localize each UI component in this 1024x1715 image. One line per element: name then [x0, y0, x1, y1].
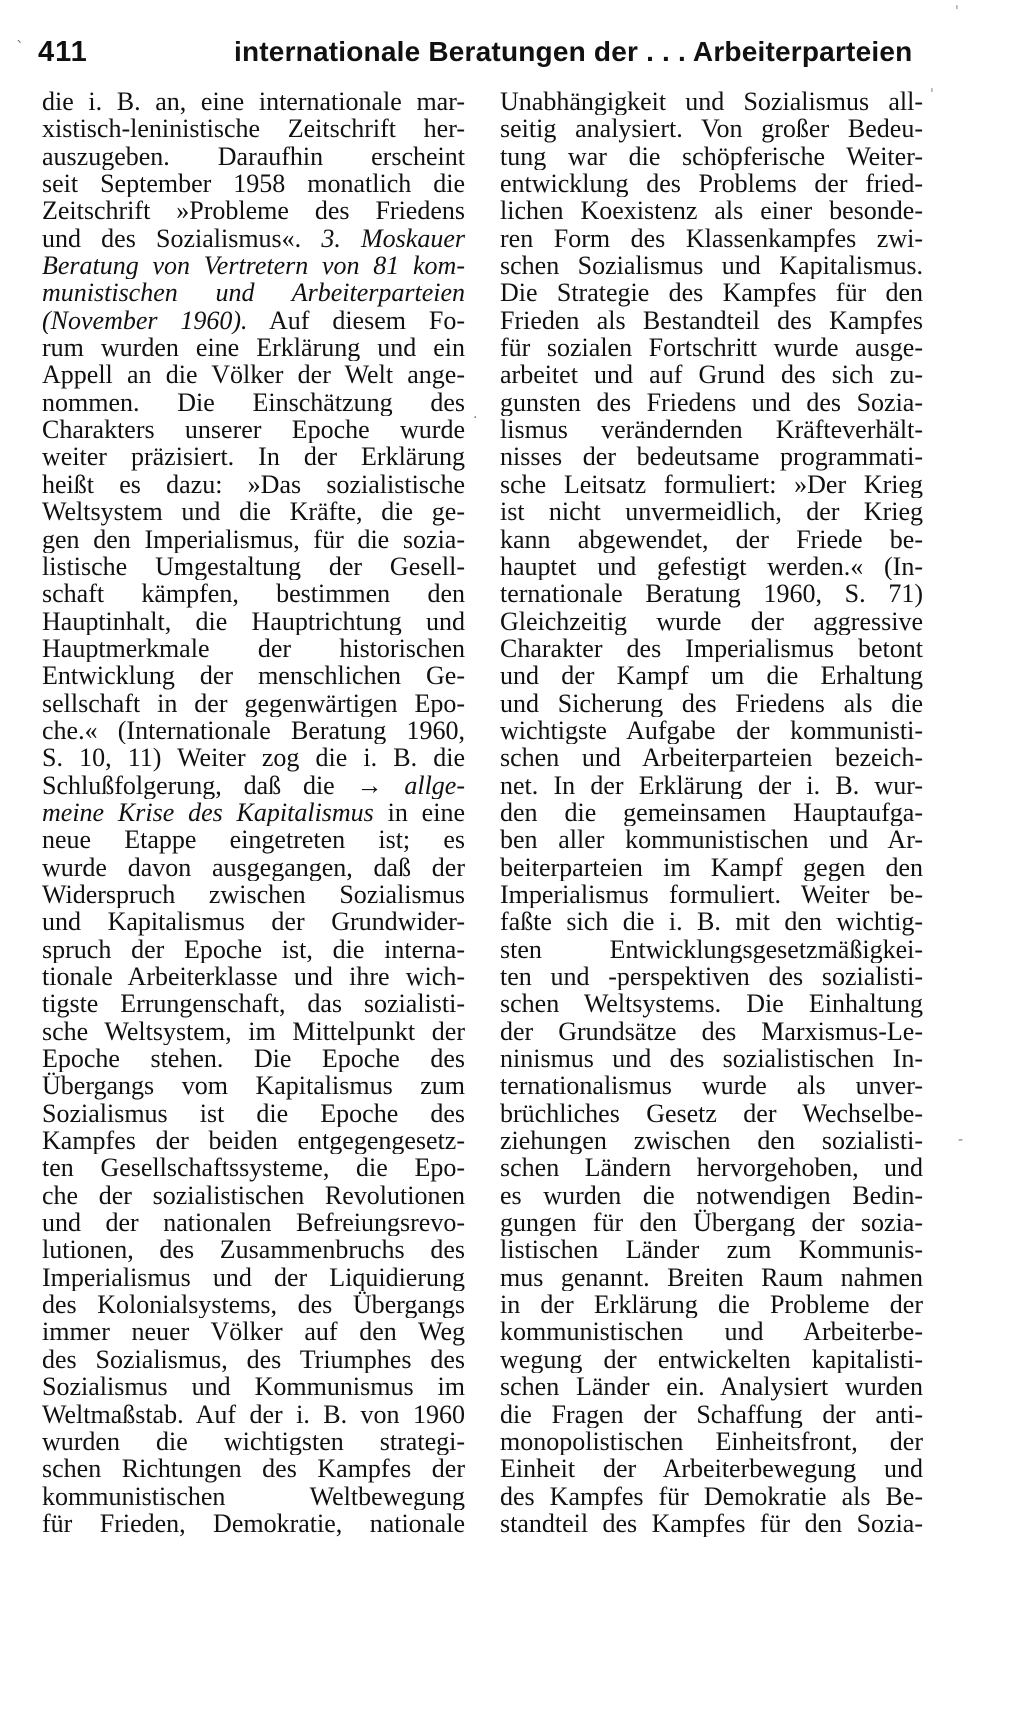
text-line: beiterparteien im Kampf gegen den	[500, 853, 923, 881]
text-line: heißt es dazu: »Das sozialistische	[42, 470, 465, 499]
text-line: nommen. Die Einschätzung des	[42, 388, 465, 417]
text-line: schen Weltsystems. Die Einhaltung	[500, 990, 923, 1018]
text-line: mus genannt. Breiten Raum nahmen	[500, 1263, 923, 1292]
text-line: des Sozialismus, des Triumphes des	[42, 1345, 465, 1374]
text-line: Entwicklung der menschlichen Ge-	[42, 662, 465, 690]
text-line	[42, 252, 465, 279]
text-line: und der nationalen Befreiungsrevo-	[42, 1209, 465, 1237]
text-line: sche Leitsatz formuliert: »Der Krieg	[500, 470, 923, 499]
text-line: ist nicht unvermeidlich, der Krieg	[500, 498, 923, 526]
text-line: sten Entwicklungsgesetzmäßigkei-	[500, 935, 923, 963]
text-line: rum wurden eine Erklärung und ein	[42, 334, 465, 362]
text-line: Epoche stehen. Die Epoche des	[42, 1045, 465, 1073]
text-line: lismus verändernden Kräfteverhält-	[500, 416, 923, 444]
text-line: Frieden als Bestandteil des Kampfes	[500, 306, 923, 335]
text-line: arbeitet und auf Grund des sich zu-	[500, 361, 923, 389]
text-line: seit September 1958 monatlich die	[42, 170, 465, 198]
text-line	[42, 279, 465, 306]
text-line: es wurden die notwendigen Bedin-	[500, 1181, 923, 1210]
text-line: ninismus und des sozialistischen In-	[500, 1045, 923, 1073]
text-line: schen Richtungen des Kampfes der	[42, 1455, 465, 1483]
text-line: Charakters unserer Epoche wurde	[42, 416, 465, 444]
text-line: monopolistischen Einheitsfront, der	[500, 1427, 923, 1456]
text-line: Appell an die Völker der Welt ange-	[42, 361, 465, 389]
text-line: gen den Imperialismus, für die sozia-	[42, 525, 465, 553]
text-line: listischen Länder zum Kommunis-	[500, 1236, 923, 1264]
text-line: ziehungen zwischen den sozialisti-	[500, 1127, 923, 1155]
text-line: tung war die schöpferische Weiter-	[500, 142, 923, 171]
text-line: kann abgewendet, der Friede be-	[500, 525, 923, 553]
text-line: wichtigste Aufgabe der kommunisti-	[500, 716, 923, 745]
text-line: brüchliches Gesetz der Wechselbe-	[500, 1099, 923, 1128]
text-line	[42, 307, 465, 334]
text-line: Übergangs vom Kapitalismus zum	[42, 1072, 465, 1100]
right-column	[500, 88, 923, 1537]
text-line: die i. B. an, eine internationale mar-	[42, 88, 465, 116]
text-line: schen und Arbeiterparteien bezeich-	[500, 744, 923, 772]
left-column	[42, 88, 465, 1537]
text-line: S. 10, 11) Weiter zog die i. B. die	[42, 744, 465, 772]
text-line: Die Strategie des Kampfes für den	[500, 279, 923, 307]
text-line: des Kolonialsystems, des Übergangs	[42, 1291, 465, 1319]
text-line: für sozialen Fortschritt wurde ausge-	[500, 334, 923, 362]
text-line: und Kapitalismus der Grundwider-	[42, 908, 465, 936]
scan-dash-mark: -	[958, 1132, 964, 1148]
text-line: sche Weltsystem, im Mittelpunkt der	[42, 1017, 465, 1046]
text-run: und des Sozialismus«.	[42, 224, 322, 253]
scan-tick-mark: ˋ	[16, 38, 24, 57]
text-line: entwicklung des Problems der fried-	[500, 170, 923, 198]
text-line: listische Umgestaltung der Gesell-	[42, 552, 465, 581]
text-run: Schlußfolgerung, daß die →	[42, 771, 405, 799]
text-line: Gleichzeitig wurde der aggressive	[500, 607, 923, 635]
text-line: ternationale Beratung 1960, S. 71)	[500, 580, 923, 608]
cross-reference: meine Krise des Kapitalismus	[42, 798, 374, 827]
text-line: wurden die wichtigsten strategi-	[42, 1427, 465, 1456]
text-line: lichen Koexistenz als einer besonde-	[500, 197, 923, 225]
text-run: Auf diesem Fo-	[247, 306, 465, 335]
text-line: schen Länder ein. Analysiert wurden	[500, 1373, 923, 1401]
text-line: che.« (Internationale Beratung 1960,	[42, 716, 465, 745]
text-line	[42, 772, 465, 799]
italic-heading: Beratung von Vertretern von 81 kom-	[42, 252, 465, 280]
text-line: für Frieden, Demokratie, nationale	[42, 1509, 465, 1538]
page-header	[0, 36, 1024, 76]
text-line: schen Sozialismus und Kapitalismus.	[500, 252, 923, 280]
text-line: wegung der entwickelten kapitalisti-	[500, 1345, 923, 1374]
text-line: schaft kämpfen, bestimmen den	[42, 580, 465, 608]
text-line: standteil des Kampfes für den Sozia-	[500, 1509, 923, 1538]
text-line: gunsten des Friedens und des Sozia-	[500, 388, 923, 417]
text-line: der Grundsätze des Marxismus-Le-	[500, 1017, 923, 1046]
text-line: Weltsystem und die Kräfte, die ge-	[42, 498, 465, 526]
running-head: internationale Beratungen der . . . Arbeiterparteien	[234, 36, 913, 67]
text-line: che der sozialistischen Revolutionen	[42, 1181, 465, 1210]
text-line: Widerspruch zwischen Sozialismus	[42, 880, 465, 909]
text-line: lutionen, des Zusammenbruchs des	[42, 1236, 465, 1264]
text-line: Sozialismus ist die Epoche des	[42, 1099, 465, 1128]
text-run: in eine	[373, 798, 465, 827]
cross-reference: allge-	[404, 771, 465, 799]
text-line: nisses der bedeutsame programmati-	[500, 443, 923, 471]
text-line: neue Etappe eingetreten ist; es	[42, 826, 465, 854]
text-line: die Fragen der Schaffung der anti-	[500, 1400, 923, 1428]
text-line: ren Form des Klassenkampfes zwi-	[500, 224, 923, 253]
text-line: Charakter des Imperialismus betont	[500, 634, 923, 663]
italic-heading: 3. Moskauer	[321, 224, 465, 253]
scan-tick-mark: ˈ	[930, 87, 934, 103]
text-line	[42, 225, 465, 252]
text-line: ten und -perspektiven des sozialisti-	[500, 963, 923, 991]
page-number: 411	[38, 36, 88, 68]
text-line: seitig analysiert. Von großer Bedeu-	[500, 115, 923, 143]
text-line: tigste Errungenschaft, das sozialisti-	[42, 990, 465, 1018]
italic-heading: munistischen und Arbeiterparteien	[42, 279, 465, 307]
text-line: immer neuer Völker auf den Weg	[42, 1318, 465, 1346]
text-line: Imperialismus und der Liquidierung	[42, 1263, 465, 1292]
text-line: kommunistischen Weltbewegung	[42, 1482, 465, 1510]
text-line: Imperialismus formuliert. Weiter be-	[500, 880, 923, 909]
text-line: wurde davon ausgegangen, daß der	[42, 853, 465, 881]
text-line: Hauptinhalt, die Hauptrichtung und	[42, 607, 465, 635]
text-line: Weltmaßstab. Auf der i. B. von 1960	[42, 1400, 465, 1428]
text-line: und Sicherung des Friedens als die	[500, 689, 923, 717]
scan-tick-mark: ˈ	[955, 4, 959, 20]
text-line: Einheit der Arbeiterbewegung und	[500, 1455, 923, 1483]
text-line: spruch der Epoche ist, die interna-	[42, 935, 465, 963]
text-line: und der Kampf um die Erhaltung	[500, 662, 923, 690]
text-line: gungen für den Übergang der sozia-	[500, 1209, 923, 1237]
text-line: auszugeben. Daraufhin erscheint	[42, 142, 465, 171]
text-line: ternationalismus wurde als unver-	[500, 1072, 923, 1100]
text-line: kommunistischen und Arbeiterbe-	[500, 1318, 923, 1346]
text-line: in der Erklärung die Probleme der	[500, 1291, 923, 1319]
text-line: weiter präzisiert. In der Erklärung	[42, 443, 465, 471]
text-line: Unabhängigkeit und Sozialismus all-	[500, 88, 923, 116]
text-line: xistisch-leninistische Zeitschrift her-	[42, 115, 465, 143]
text-line: tionale Arbeiterklasse und ihre wich-	[42, 963, 465, 991]
text-line: net. In der Erklärung der i. B. wur-	[500, 771, 923, 799]
text-line: des Kampfes für Demokratie als Be-	[500, 1482, 923, 1510]
text-line: ben aller kommunistischen und Ar-	[500, 826, 923, 854]
italic-heading: (November 1960).	[42, 306, 248, 335]
text-line: ten Gesellschaftssysteme, die Epo-	[42, 1154, 465, 1182]
text-line: Sozialismus und Kommunismus im	[42, 1373, 465, 1401]
text-line: hauptet und gefestigt werden.« (In-	[500, 552, 923, 581]
text-line: schen Ländern hervorgehoben, und	[500, 1154, 923, 1182]
text-line: den die gemeinsamen Hauptaufga-	[500, 798, 923, 827]
text-line	[42, 799, 465, 826]
text-line: Kampfes der beiden entgegengesetz-	[42, 1127, 465, 1155]
text-line: Zeitschrift »Probleme des Friedens	[42, 197, 465, 225]
text-line: faßte sich die i. B. mit den wichtig-	[500, 908, 923, 936]
scan-dot-mark: ·	[473, 410, 478, 426]
text-line: Hauptmerkmale der historischen	[42, 634, 465, 663]
text-line: sellschaft in der gegenwärtigen Epo-	[42, 689, 465, 717]
